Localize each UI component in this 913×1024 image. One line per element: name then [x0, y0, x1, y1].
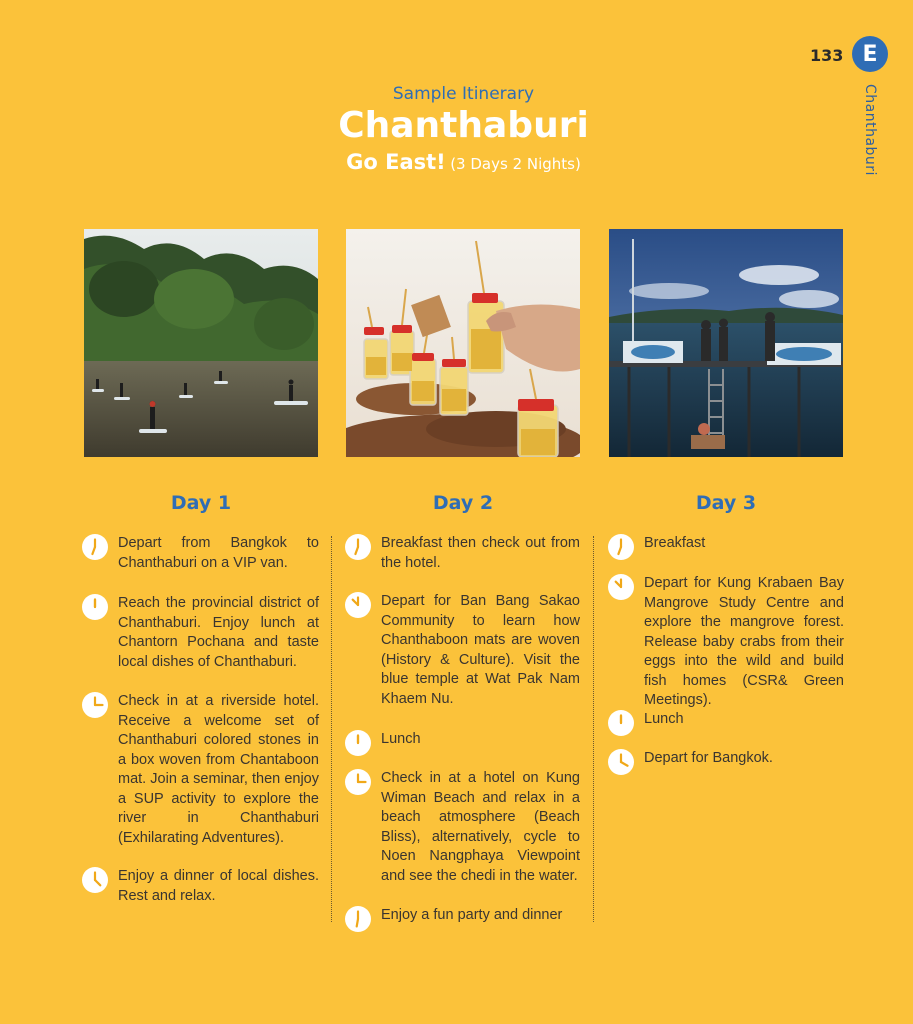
photo-dessert-cups: [346, 229, 580, 457]
schedule-item-text: Check in at a riverside hotel. Receive a welcome set of Chanthaburi colored stones in a box woven from Chantaboon mat. Join a seminar, then enjoy a SUP activity to explore the river in Chanthaburi (Exhilarating Adventures).: [118, 693, 319, 846]
schedule-item-text: Depart from Bangkok to Chanthaburi on a VIP van.: [118, 535, 319, 571]
page-number: 133: [810, 46, 844, 65]
photo-mangrove-sup: [84, 229, 318, 457]
schedule-item-text: Lunch: [644, 711, 684, 727]
schedule-item-text: Enjoy a fun party and dinner: [381, 907, 563, 923]
clock-icon: [345, 534, 371, 560]
clock-icon: [608, 710, 634, 736]
schedule-item-text: Depart for Kung Krabaen Bay Mangrove Study Centre and explore the mangrove forest. Release baby crabs from their eggs into the wild and build fish homes (CSR& Green Meetings).: [644, 575, 844, 708]
page-title: Chanthaburi: [338, 105, 589, 146]
schedule-item-text: Breakfast: [644, 535, 706, 551]
schedule-item-text: Depart for Ban Bang Sakao Community to learn how Chanthaboon mats are woven (History & Culture). Visit the blue temple at Wat Pak Nam Khaem Nu.: [381, 593, 580, 707]
schedule-item-text: Reach the provincial district of Chanthaburi. Enjoy lunch at Chantorn Pochana and taste local dishes of Chanthaburi.: [118, 595, 319, 670]
day-2-title: Day 2: [432, 492, 494, 514]
subtitle: Sample Itinerary: [392, 84, 535, 104]
clock-icon: [345, 592, 371, 618]
clock-icon: [82, 534, 108, 560]
column-divider: [331, 536, 332, 922]
tagline-main: Go East!: [346, 150, 446, 174]
schedule-item-text: Breakfast then check out from the hotel.: [381, 535, 580, 571]
day-3-title: Day 3: [695, 492, 757, 514]
clock-icon: [82, 867, 108, 893]
schedule-item-text: Depart for Bangkok.: [644, 750, 773, 766]
schedule-item-text: Check in at a hotel on Kung Wiman Beach and relax in a beach atmosphere (Beach Bliss), alternatively, cycle to Noen Nangphaya Viewpoint and see the chedi in the water.: [381, 770, 580, 884]
clock-icon: [608, 534, 634, 560]
section-badge: E: [852, 36, 888, 72]
tagline-sub: (3 Days 2 Nights): [450, 155, 581, 173]
section-label: Chanthaburi: [862, 84, 878, 176]
clock-icon: [608, 574, 634, 600]
schedule-item-text: Enjoy a dinner of local dishes. Rest and relax.: [118, 868, 319, 904]
day-1-title: Day 1: [170, 492, 232, 514]
schedule-item-text: Lunch: [381, 731, 421, 747]
tagline: [14, 150, 913, 174]
clock-icon: [608, 749, 634, 775]
clock-icon: [345, 769, 371, 795]
photo-kung-krabaen-pier: [609, 229, 843, 457]
clock-icon: [345, 906, 371, 932]
header: [0, 84, 913, 174]
clock-icon: [82, 692, 108, 718]
clock-icon: [82, 594, 108, 620]
column-divider: [593, 536, 594, 922]
clock-icon: [345, 730, 371, 756]
